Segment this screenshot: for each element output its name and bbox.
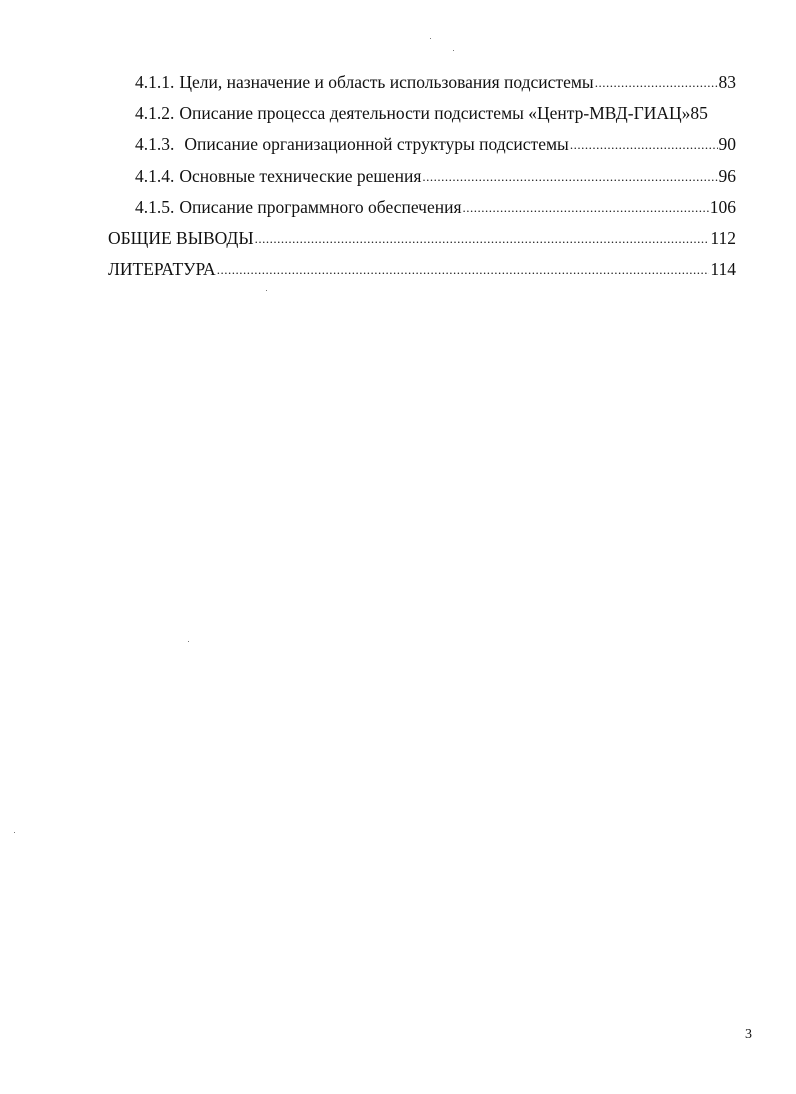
toc-entry-number: 4.1.5. — [135, 197, 175, 217]
toc-entry-number: 4.1.4. — [135, 166, 175, 186]
toc-entry — [135, 70, 736, 94]
toc-entry-title: ОБЩИЕ ВЫВОДЫ — [108, 228, 254, 248]
toc-entry — [135, 164, 736, 188]
toc-entry-page: 106 — [709, 197, 736, 217]
toc-entry-page: 114 — [710, 259, 736, 279]
toc-entry-page: 83 — [718, 72, 736, 92]
toc-entry — [135, 101, 753, 125]
toc-entry-number: 4.1.1. — [135, 72, 175, 92]
scan-speck — [188, 641, 189, 642]
toc-entry-page: 96 — [718, 166, 736, 186]
toc-dot-leader — [595, 71, 718, 95]
toc-entry-page: 90 — [718, 134, 736, 154]
toc-entry — [108, 226, 736, 250]
toc-entry-title: Описание программного обеспечения — [179, 197, 462, 217]
toc-entry-title: Описание процесса деятельности подсистемы «Центр-МВД-ГИАЦ» — [179, 103, 691, 123]
toc-entry — [135, 195, 736, 219]
scan-speck — [430, 38, 431, 39]
toc-entry-page: 112 — [710, 228, 736, 248]
toc-entry-title: Цели, назначение и область использования подсистемы — [179, 72, 594, 92]
toc-dot-leader — [255, 227, 710, 251]
toc-entry — [108, 257, 736, 281]
toc-entry-title: Описание организационной структуры подсистемы — [184, 134, 569, 154]
page-number: 3 — [745, 1027, 752, 1042]
toc-entry-page: 85 — [690, 103, 708, 123]
scan-speck — [266, 290, 267, 291]
scan-speck — [453, 50, 454, 51]
toc-entry — [135, 132, 736, 156]
scan-speck — [14, 832, 15, 833]
toc-entry-number: 4.1.3. — [135, 134, 175, 154]
toc-dot-leader — [217, 258, 710, 282]
toc-entry-title: ЛИТЕРАТУРА — [108, 259, 216, 279]
toc-entry-title: Основные технические решения — [179, 166, 422, 186]
toc-dot-leader — [422, 165, 717, 189]
toc-entry-number: 4.1.2. — [135, 103, 175, 123]
toc-dot-leader — [463, 196, 709, 220]
toc-dot-leader — [570, 133, 718, 157]
